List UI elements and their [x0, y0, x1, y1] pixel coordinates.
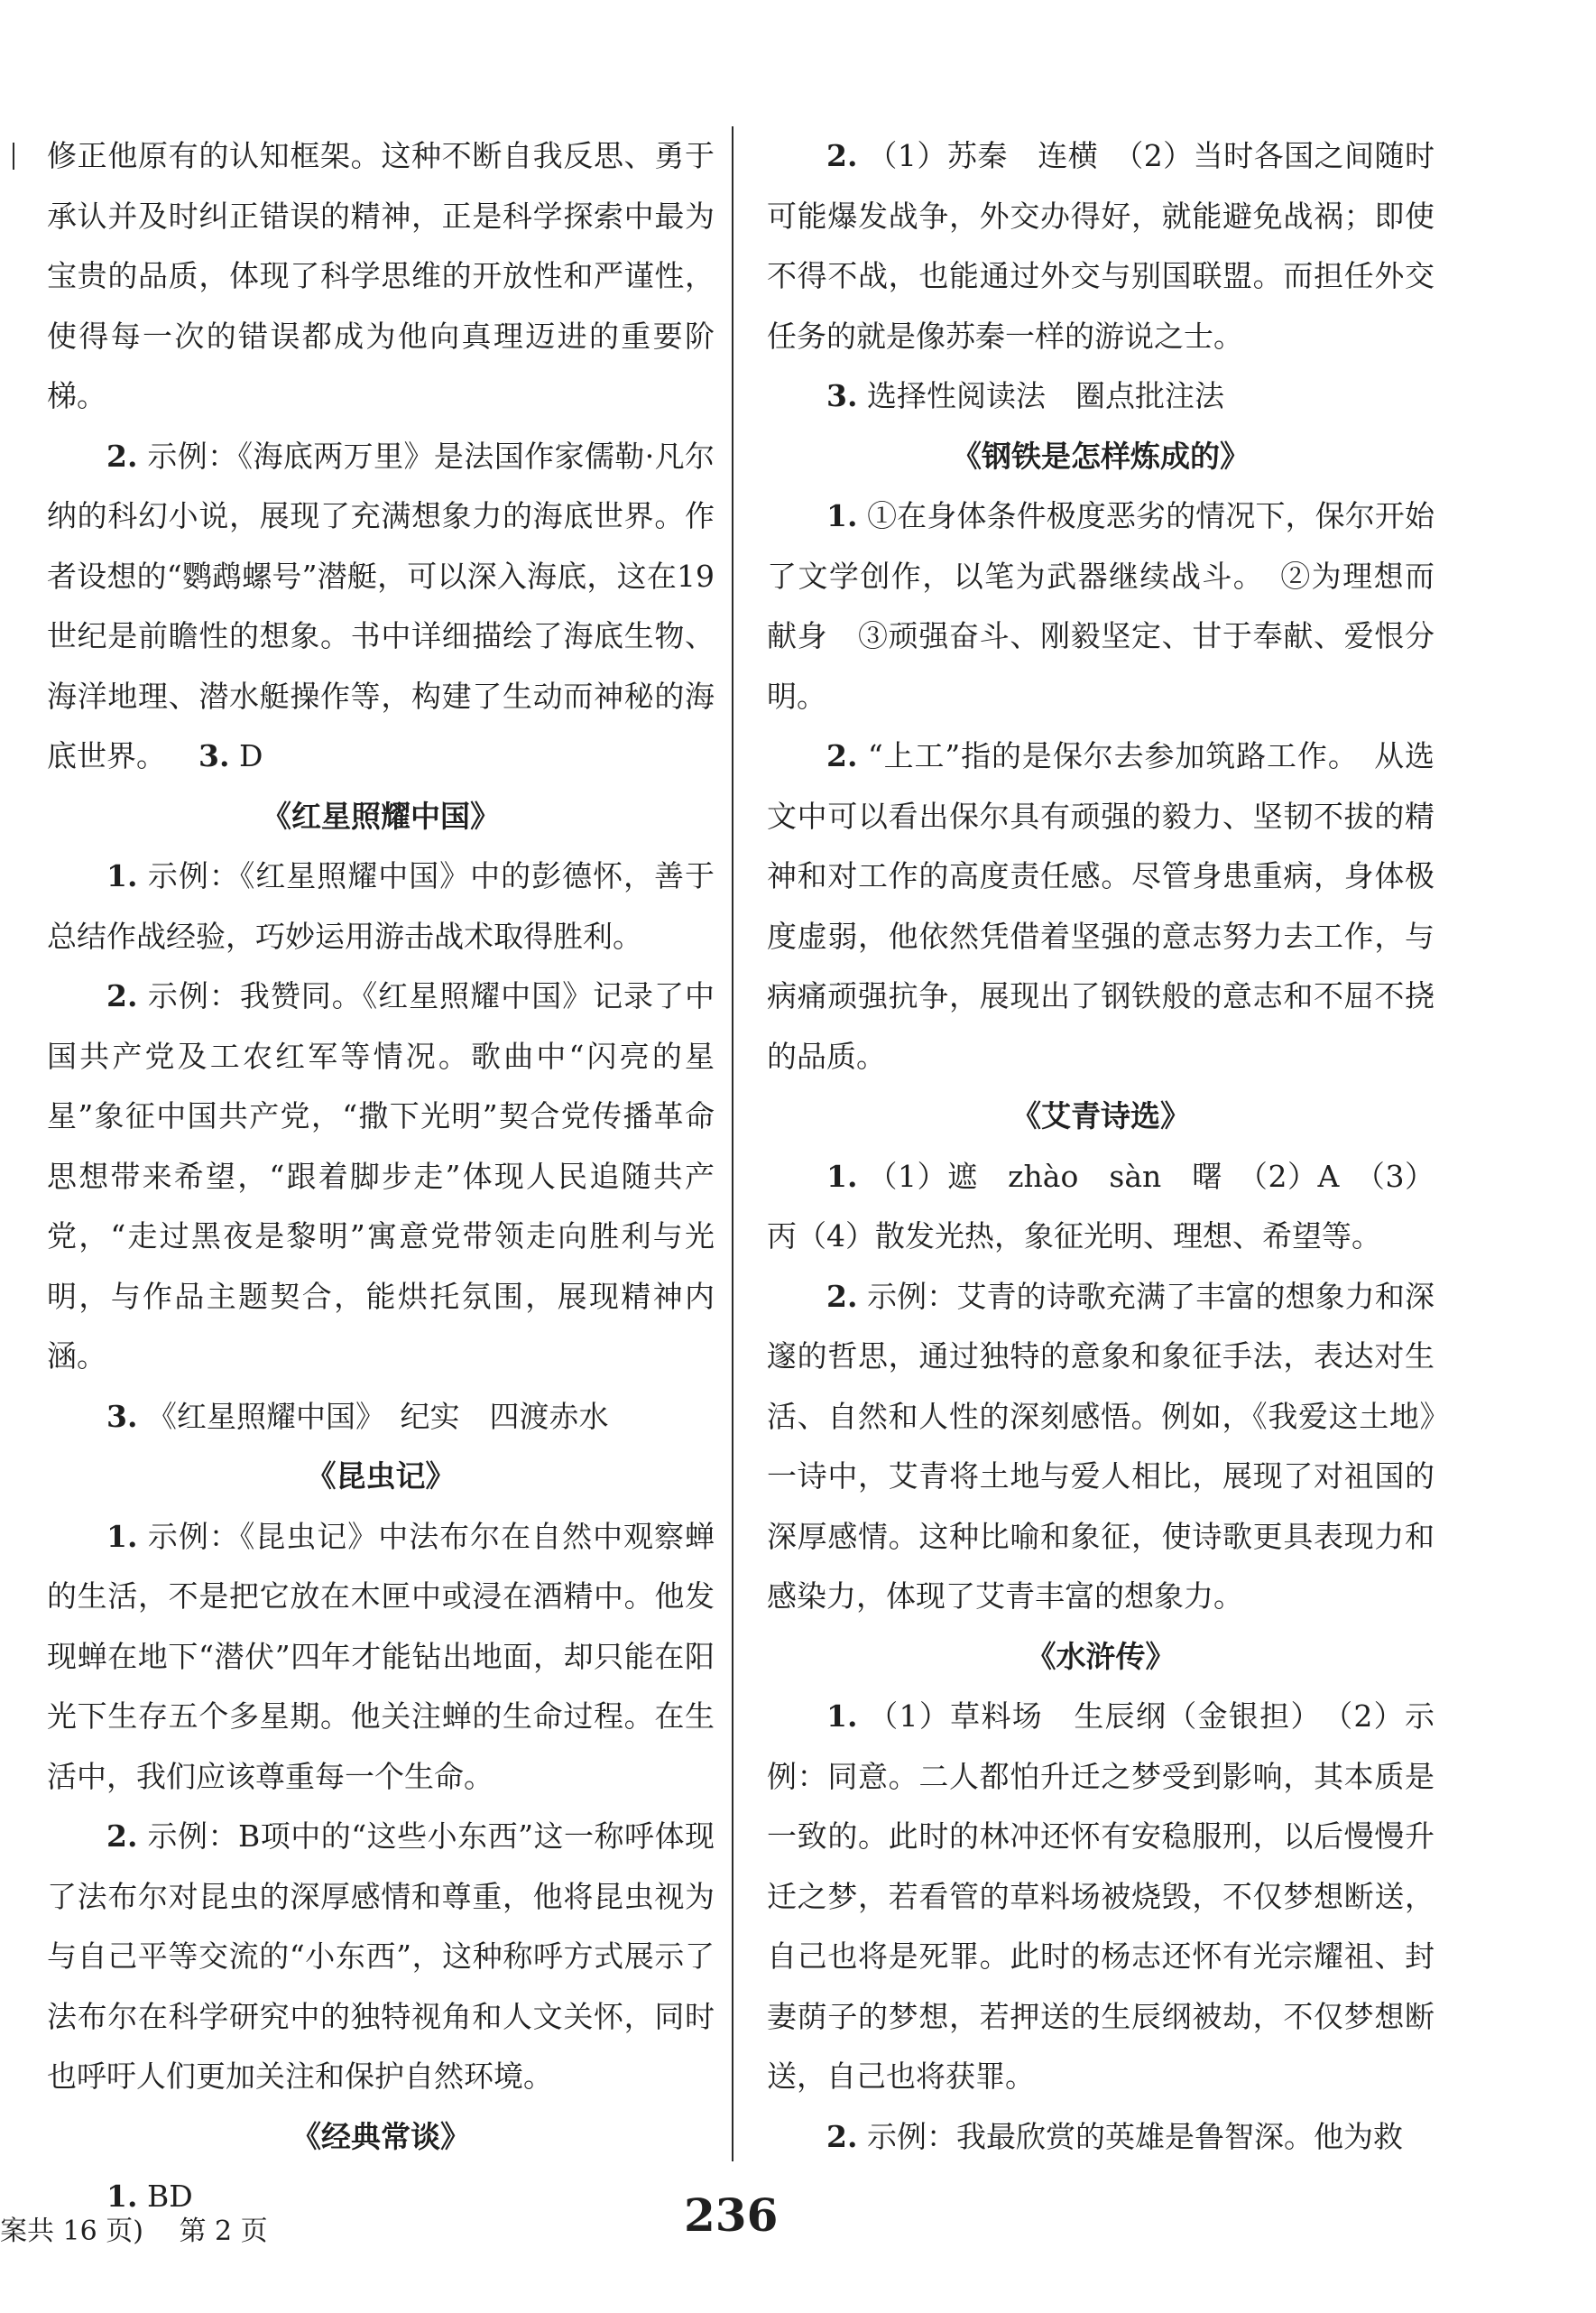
heading-text: 《昆虫记》: [306, 1458, 456, 1494]
question-number: 2.: [826, 738, 858, 773]
answer-paragraph: [47, 1507, 715, 1808]
heading-text: 《钢铁是怎样炼成的》: [952, 438, 1250, 474]
answer-text: 示例：《海底两万里》是法国作家儒勒·凡尔纳的科幻小说，展现了充满想象力的海底世界。作者设想的“鹦鹉螺号”潜艇，可以深入海底，这在19世纪是前瞻性的想象。书中详细描绘了海底生物、海洋地理、潜水艇操作等，构建了生动而神秘的海底世界。: [47, 438, 715, 773]
question-number: 2.: [106, 1818, 138, 1854]
answer-paragraph: [47, 847, 715, 967]
answer-paragraph: [47, 1807, 715, 2107]
answer-text: 示例：我最欣赏的英雄是鲁智深。他为救: [866, 2118, 1403, 2154]
answer-text: “上工”指的是保尔去参加筑路工作。 从选文中可以看出保尔具有顽强的毅力、坚韧不拔的精神和对工作的高度责任感。尽管身患重病，身体极度虚弱，他依然凭借着坚强的意志努力去工作，与病痛顽强抗争，展现出了钢铁般的意志和不屈不挠的品质。: [767, 738, 1435, 1074]
heading-text: 《水浒传》: [1026, 1638, 1176, 1674]
answer-text: 示例：我赞同。《红星照耀中国》记录了中国共产党及工农红军等情况。歌曲中“闪亮的星星”象征中国共产党，“撒下光明”契合党传播革命思想带来希望，“跟着脚步走”体现人民追随共产党，“走过黑夜是黎明”寓意党带领走向胜利与光明，与作品主题契合，能烘托氛围，展现精神内涵。: [47, 978, 715, 1374]
left-column: [47, 126, 715, 2227]
answer-paragraph: [47, 967, 715, 1387]
section-heading: [47, 2107, 715, 2168]
page-number: 236: [684, 2188, 779, 2242]
answer-text: 《红星照耀中国》 纪实 四渡赤水: [146, 1398, 609, 1434]
answer-paragraph: [767, 1147, 1435, 1267]
answer-paragraph: [47, 427, 715, 787]
question-number: 1.: [106, 858, 138, 893]
question-number: 3.: [198, 738, 230, 773]
answer-paragraph: [767, 1267, 1435, 1627]
answer-text: ①在身体条件极度恶劣的情况下，保尔开始了文学创作，以笔为武器继续战斗。 ②为理想而献身 ③顽强奋斗、刚毅坚定、甘于奉献、爱恨分明。: [767, 498, 1435, 714]
answer-text: 示例：《红星照耀中国》中的彭德怀，善于总结作战经验，巧妙运用游击战术取得胜利。: [47, 858, 715, 954]
answer-paragraph: [47, 126, 715, 427]
margin-mark: [13, 143, 14, 170]
question-number: 2.: [106, 978, 138, 1013]
heading-text: 《经典常谈》: [291, 2118, 470, 2154]
question-number: 2.: [826, 2118, 858, 2154]
answer-paragraph: [767, 126, 1435, 366]
question-number: 2.: [826, 1278, 858, 1314]
question-number: 3.: [826, 378, 858, 413]
question-number: 1.: [826, 1698, 858, 1734]
question-number: 2.: [826, 138, 858, 173]
section-heading: [47, 787, 715, 847]
answer-paragraph: [767, 366, 1435, 427]
answer-text: 选择性阅读法 圈点批注法: [866, 378, 1224, 413]
section-heading: [767, 1627, 1435, 1688]
answer-text: 示例：艾青的诗歌充满了丰富的想象力和深邃的哲思，通过独特的意象和象征手法，表达对生活、自然和人性的深刻感悟。例如，《我爱这土地》一诗中，艾青将土地与爱人相比，展现了对祖国的深厚感情。这种比喻和象征，使诗歌更具表现力和感染力，体现了艾青丰富的想象力。: [767, 1278, 1435, 1614]
section-heading: [767, 1087, 1435, 1147]
question-number: 2.: [106, 438, 138, 474]
heading-text: 《艾青诗选》: [1011, 1098, 1190, 1133]
answer-paragraph: [47, 1387, 715, 1448]
answer-text: BD: [146, 2179, 193, 2214]
answer-paragraph: [767, 1687, 1435, 2107]
question-number: 1.: [106, 1518, 138, 1554]
column-divider: [732, 126, 733, 2161]
question-number: 1.: [826, 1158, 858, 1194]
page-footer: [0, 2188, 1596, 2252]
answer-paragraph: [767, 2107, 1435, 2168]
section-heading: [47, 1447, 715, 1507]
footer-page-info: 案共 16 页) 第 2 页: [0, 2216, 268, 2247]
answer-text: （1）草料场 生辰纲（金银担） （2）示例：同意。二人都怕升迁之梦受到影响，其本质是一致的。此时的林冲还怀有安稳服刑，以后慢慢升迁之梦，若看管的草料场被烧毁，不仅梦想断送，自己也将是死罪。此时的杨志还怀有光宗耀祖、封妻荫子的梦想，若押送的生辰纲被劫，不仅梦想断送，自己也将获罪。: [767, 1698, 1435, 2094]
answer-paragraph: [767, 726, 1435, 1087]
answer-text: D: [238, 738, 263, 773]
answer-text: 示例：《昆虫记》中法布尔在自然中观察蝉的生活，不是把它放在木匣中或浸在酒精中。他发现蝉在地下“潜伏”四年才能钻出地面，却只能在阳光下生存五个多星期。他关注蝉的生命过程。在生活中，我们应该尊重每一个生命。: [47, 1518, 715, 1794]
question-number: 1.: [106, 2179, 138, 2214]
right-column: [767, 126, 1435, 2167]
answer-text: （1）苏秦 连横 （2）当时各国之间随时可能爆发战争，外交办得好，就能避免战祸；即使不得不战，也能通过外交与别国联盟。而担任外交任务的就是像苏秦一样的游说之士。: [767, 138, 1435, 354]
answer-paragraph: [767, 486, 1435, 726]
answer-text: 示例：B项中的“这些小东西”这一称呼体现了法布尔对昆虫的深厚感情和尊重，他将昆虫视为与自己平等交流的“小东西”，这种称呼方式展示了法布尔在科学研究中的独特视角和人文关怀，同时也呼吁人们更加关注和保护自然环境。: [47, 1818, 715, 2094]
question-number: 1.: [826, 498, 858, 533]
section-heading: [767, 427, 1435, 487]
answer-text: 修正他原有的认知框架。这种不断自我反思、勇于承认并及时纠正错误的精神，正是科学探索中最为宝贵的品质，体现了科学思维的开放性和严谨性，使得每一次的错误都成为他向真理迈进的重要阶梯。: [47, 138, 715, 413]
question-number: 3.: [106, 1398, 138, 1434]
answer-text: （1）遮 zhào sàn 曙 （2）A （3）丙（4）散发光热，象征光明、理想、希望等。: [767, 1158, 1435, 1254]
heading-text: 《红星照耀中国》: [262, 798, 500, 834]
